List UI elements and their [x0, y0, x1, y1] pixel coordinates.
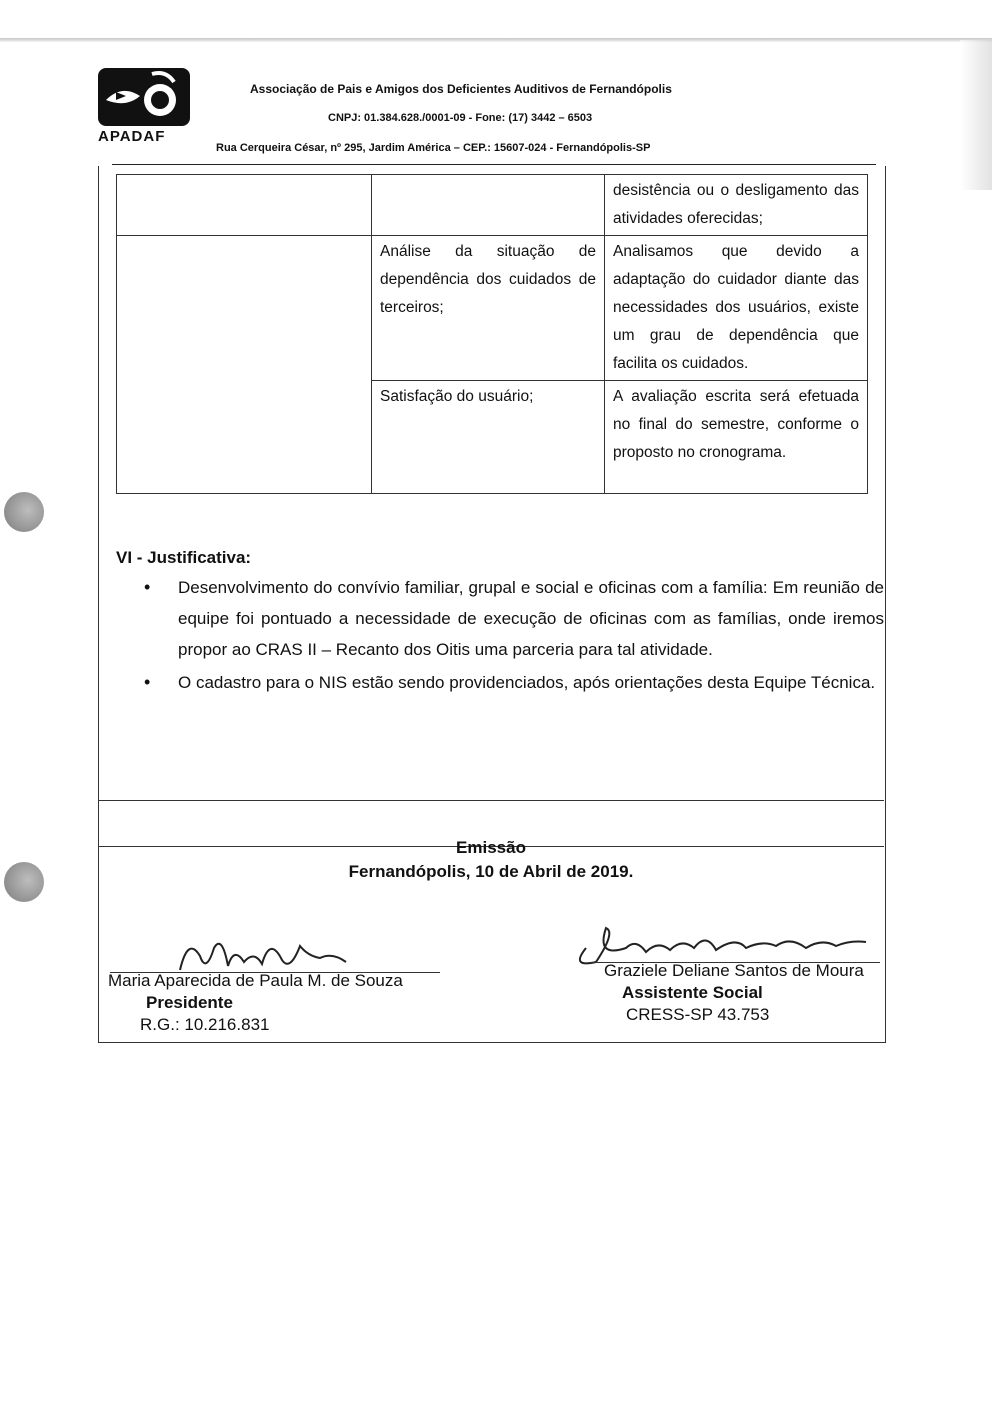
evaluation-table: [116, 174, 868, 494]
list-item-text: Desenvolvimento do convívio familiar, grupal e social e oficinas com a família: Em reunião de equipe foi pontuado a necessidade de execução de oficinas com as famílias, onde iremos propor ao CRAS II – Recanto dos Oitis uma parceria para tal atividade.: [178, 578, 884, 659]
justification-list: [142, 572, 884, 700]
bullet-icon: •: [144, 672, 151, 692]
table-cell: [117, 381, 372, 494]
punch-hole: [4, 492, 44, 532]
signer-id: R.G.: 10.216.831: [140, 1015, 270, 1034]
list-item: [142, 667, 884, 698]
emission-label: Emissão: [456, 838, 526, 857]
emission-block: [98, 836, 884, 884]
org-name: Associação de Pais e Amigos dos Deficientes Auditivos de Fernandópolis: [250, 82, 672, 96]
table-row: [117, 381, 868, 494]
table-cell: desistência ou o desligamento das atividades oferecidas;: [605, 175, 868, 236]
scan-edge-right: [960, 40, 992, 190]
table-cell: [117, 175, 372, 236]
table-row: [117, 175, 868, 236]
logo-text: APADAF: [98, 128, 166, 145]
list-item: [142, 572, 884, 665]
signer-role: Assistente Social: [622, 983, 763, 1002]
emission-place-date: Fernandópolis, 10 de Abril de 2019.: [348, 862, 634, 881]
table-cell: [117, 236, 372, 381]
table-row: [117, 236, 868, 381]
table-cell: Satisfação do usuário;: [372, 381, 605, 494]
signer-name: Graziele Deliane Santos de Moura: [604, 961, 864, 980]
signer-role: Presidente: [146, 993, 233, 1012]
table-cell: Analisamos que devido a adaptação do cuidador diante das necessidades dos usuários, existe um grau de dependência que facilita os cuidados.: [605, 236, 868, 381]
letterhead: [96, 66, 876, 166]
list-item-text: O cadastro para o NIS estão sendo providenciados, após orientações desta Equipe Técnica.: [178, 673, 876, 692]
signer-name: Maria Aparecida de Paula M. de Souza: [108, 971, 403, 990]
table-cell: Análise da situação de dependência dos cuidados de terceiros;: [372, 236, 605, 381]
scan-edge: [0, 38, 992, 42]
punch-hole: [4, 862, 44, 902]
signature-right: [604, 960, 904, 1026]
header-divider: [112, 164, 876, 165]
section-title: VI - Justificativa:: [116, 548, 252, 567]
address: Rua Cerqueira César, nº 295, Jardim América – CEP.: 15607-024 - Fernandópolis-SP: [216, 142, 651, 154]
signature-left: [108, 970, 488, 1036]
cnpj-phone: CNPJ: 01.384.628./0001-09 - Fone: (17) 3442 – 6503: [328, 112, 593, 124]
table-cell: [372, 175, 605, 236]
table-cell: A avaliação escrita será efetuada no final do semestre, conforme o proposto no cronograma.: [605, 381, 868, 494]
divider: [98, 800, 884, 801]
signer-id: CRESS-SP 43.753: [626, 1005, 770, 1024]
bullet-icon: •: [144, 577, 151, 597]
